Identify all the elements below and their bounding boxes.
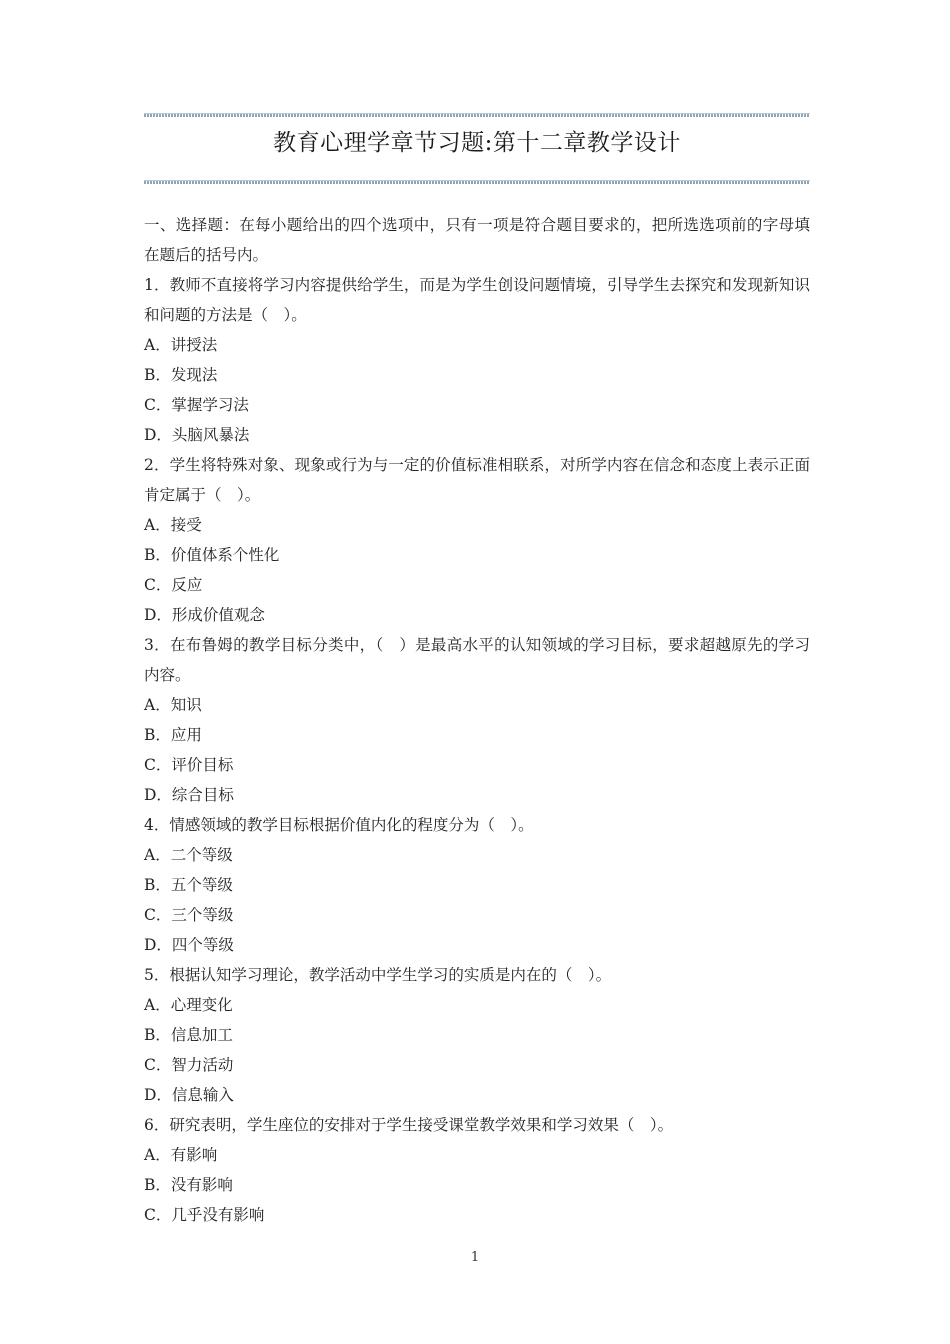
option-a: A．心理变化: [144, 996, 233, 1014]
option-d: D．头脑风暴法: [144, 426, 250, 444]
option-b: B．五个等级: [144, 876, 233, 894]
option-a: A．二个等级: [144, 846, 233, 864]
option-d: D．信息输入: [144, 1086, 234, 1104]
header-top-rule: [144, 113, 810, 117]
option-c: C．掌握学习法: [144, 396, 249, 414]
page-number: 1: [470, 1250, 480, 1265]
question-text: 4．情感领域的教学目标根据价值内化的程度分为（ ）。: [144, 816, 534, 834]
option-a: A．有影响: [144, 1146, 218, 1164]
option-d: D．形成价值观念: [144, 606, 265, 624]
document-title: 教育心理学章节习题:第十二章教学设计: [273, 130, 681, 156]
question-text: 3．在布鲁姆的教学目标分类中，（ ）是最高水平的认知领域的学习目标，要求超越原先的学习内容。: [144, 636, 810, 684]
question-text: 6．研究表明，学生座位的安排对于学生接受课堂教学效果和学习效果（ ）。: [144, 1116, 674, 1134]
option-b: B．应用: [144, 726, 202, 744]
option-a: A．接受: [144, 516, 202, 534]
option-b: B．信息加工: [144, 1026, 233, 1044]
header-bottom-rule: [144, 180, 810, 184]
question-6: [144, 1110, 810, 1230]
question-text: 2．学生将特殊对象、现象或行为与一定的价值标准相联系，对所学内容在信念和态度上表示正面肯定属于（ ）。: [144, 456, 810, 504]
question-2: [144, 450, 810, 630]
option-b: B．价值体系个性化: [144, 546, 280, 564]
question-1: [144, 270, 810, 450]
option-c: C．几乎没有影响: [144, 1206, 265, 1224]
option-b: B．没有影响: [144, 1176, 233, 1194]
option-d: D．综合目标: [144, 786, 234, 804]
question-4: [144, 810, 810, 960]
option-a: A．知识: [144, 696, 202, 714]
question-5: [144, 960, 810, 1110]
question-list: [144, 210, 810, 1230]
question-3: [144, 630, 810, 810]
question-text: 1．教师不直接将学习内容提供给学生，而是为学生创设问题情境，引导学生去探究和发现新知识和问题的方法是（ ）。: [144, 276, 810, 324]
option-c: C．评价目标: [144, 756, 234, 774]
option-c: C．三个等级: [144, 906, 234, 924]
option-c: C．智力活动: [144, 1056, 234, 1074]
question-text: 5．根据认知学习理论，教学活动中学生学习的实质是内在的（ ）。: [144, 966, 612, 984]
option-d: D．四个等级: [144, 936, 234, 954]
option-b: B．发现法: [144, 366, 218, 384]
option-c: C．反应: [144, 576, 203, 594]
option-a: A．讲授法: [144, 336, 218, 354]
section-instructions: 一、选择题：在每小题给出的四个选项中，只有一项是符合题目要求的，把所选选项前的字母填在题后的括号内。: [144, 216, 810, 264]
